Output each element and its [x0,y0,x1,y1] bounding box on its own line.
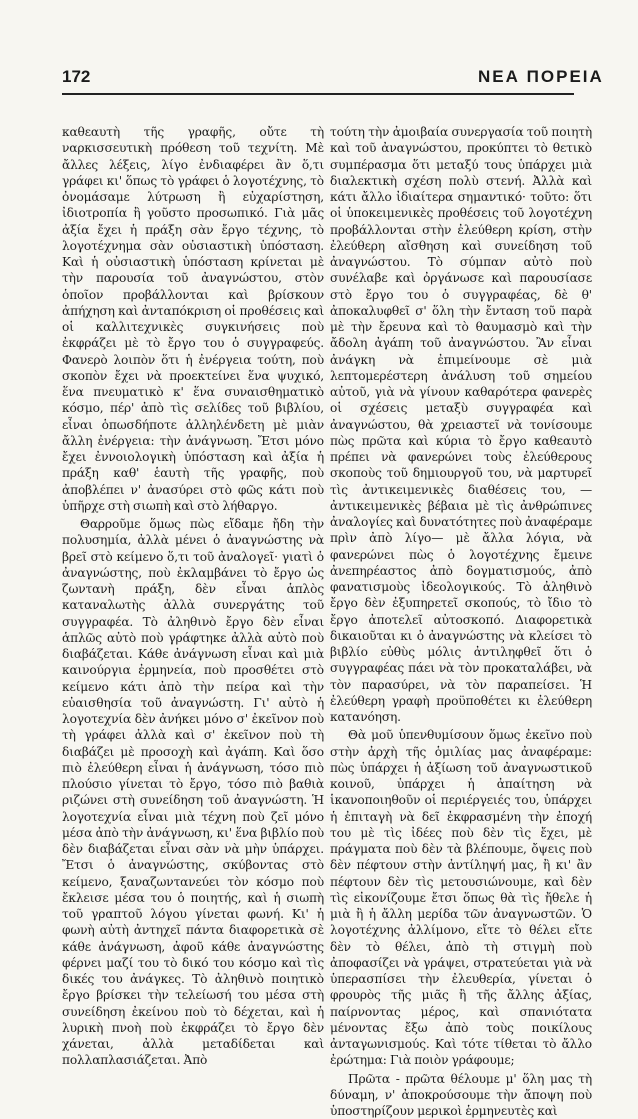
paragraph: Πρῶτα - πρῶτα θέλουμε μ' ὅλη μας τὴ δύναμη, ν' ἀποκρούσουμε τὴν ἄποψη ποὺ ὑποστηρίζουν μερικοὶ ἑρμηνευτὲς καὶ [330,1071,592,1119]
right-column [330,124,592,1119]
paragraph: Θαρροῦμε ὅμως πὼς εἴδαμε ἤδη τὴν πολυσημία, ἀλλὰ μένει ὁ ἀναγνώστης νὰ βρεῖ στὸ κείμενο ὅ,τι τοῦ ἀναλογεῖ· γιατὶ ὁ ἀναγνώστης, ποὺ ἐκλαμβάνει τὸ ἔργο ὡς ζωντανὴ πράξη, δὲν εἶναι ἁπλὸς καταναλωτὴς ἀλλὰ συνεργάτης τοῦ συγγραφέα. Τὸ ἀληθινὸ ἔργο δὲν εἶναι ἁπλῶς αὐτὸ ποὺ γράφτηκε ἀλλὰ αὐτὸ ποὺ διαβάζεται. Κάθε ἀνάγνωση εἶναι καὶ μιὰ καινούργια ἐρμηνεία, ποὺ προσθέτει στὸ κείμενο κάτι ἀπὸ τὴν πείρα καὶ τὴν εὐαισθησία τοῦ ἀναγνώστη. Γι' αὐτὸ ἡ λογοτεχνία δὲν ἀνήκει μόνο σ' ἐκεῖνον ποὺ τὴ γράφει ἀλλὰ καὶ σ' ἐκεῖνον ποὺ τὴ διαβάζει μὲ προσοχὴ καὶ ἀγάπη. Καὶ ὅσο πιὸ ἐλεύθερη εἶναι ἡ ἀνάγνωση, τόσο πιὸ πλούσιο γίνεται τὸ ἔργο, τόσο πιὸ βαθιὰ ριζώνει στὴ συνείδηση τοῦ ἀναγνώστη. Ἡ λογοτεχνία εἶναι μιὰ τέχνη ποὺ ζεῖ μόνο μέσα ἀπὸ τὴν ἀνάγνωση, κι' ἕνα βιβλίο ποὺ δὲν διαβάζεται εἶναι σὰν νὰ μὴν ὑπάρχει. Ἔτσι ὁ ἀναγνώστης, σκύβοντας στὸ κείμενο, ξαναζωντανεύει τὸν κόσμο ποὺ ἔκλεισε μέσα του ὁ ποιητής, καὶ ἡ σιωπὴ τοῦ γραπτοῦ λόγου γίνεται φωνή. Κι' ἡ φωνὴ αὐτὴ ἀντηχεῖ πάντα διαφορετικὰ σὲ κάθε ἀνάγνωση, ἀφοῦ κάθε ἀναγνώστης φέρνει μαζί του τὸ δικό του κόσμο καὶ τὶς δικές του ἀνάγκες. Τὸ ἀληθινὸ ποιητικὸ ἔργο βρίσκει τὴν τελείωσή του μέσα στὴ συνείδηση ἐκείνου ποὺ τὸ δέχεται, καὶ ἡ λυρικὴ πνοὴ ποὺ ἐκφράζει τὸ ἔργο δὲν χάνεται, ἀλλὰ μεταδίδεται καὶ πολλαπλασιάζεται. Ἀπὸ [62,516,324,1069]
left-column [62,124,324,1069]
page-number: 172 [62,67,90,87]
journal-title: ΝΕΑ ΠΟΡΕΙΑ [478,67,604,87]
paragraph: καθεαυτὴ τῆς γραφῆς, οὔτε τὴ ναρκισσευτικὴ πρόθεση τοῦ τεχνίτη. Μὲ ἄλλες λέξεις, λίγο ἐνδιαφέρει ἂν ὅ,τι γράφει κι' ὅπως τὸ γράφει ὁ λογοτέχνης, τὸ ὀνομάσαμε λύτρωση ἢ εὐχαρίστηση, ἰδιοτροπία ἢ γοῦστο προσωπικό. Γιὰ μᾶς ἀξία ἔχει ἡ πράξη σὰν ἔργο τέχνης, τὸ λογοτέχνημα σὰν οὐσιαστικὴ ὑπόσταση. Καὶ ἡ οὐσιαστικὴ ὑπόσταση κρίνεται μὲ τὴν παρουσία τοῦ ἀναγνώστου, στὸν ὁποῖον προβάλλονται καὶ βρίσκουν ἀπήχηση καὶ ἀνταπόκριση οἱ προθέσεις καὶ οἱ καλλιτεχνικὲς συγκινήσεις ποὺ ἐκφράζει μὲ τὸ ἔργο του ὁ συγγραφεύς. Φανερὸ λοιπὸν ὅτι ἡ ἐνέργεια τούτη, ποὺ σκοπὸν ἔχει νὰ προεκτείνει ἕνα ψυχικό, ἕνα πνευματικὸ κ' ἕνα συναισθηματικὸ κόσμο, πέρ' ἀπὸ τὶς σελίδες τοῦ βιβλίου, εἶναι ὁπωσδήποτε ἀλληλένδετη μὲ μιὰν ἄλλη ἐνέργεια: τὴν ἀνάγνωση. Ἔτσι μόνο ἔχει ἐννοιολογικὴ ὑπόσταση καὶ ἀξία ἡ πράξη καθ' ἑαυτὴ τῆς γραφῆς, ποὺ ἀποβλέπει ν' ἀνασύρει στὸ φῶς κάτι ποὺ ὑπῆρχε στὴ σιωπὴ καὶ στὸ λήθαργο. [62,124,324,514]
header-rule [62,93,574,95]
paragraph: Θὰ μοῦ ὑπενθυμίσουν ὅμως ἐκεῖνο ποὺ στὴν ἀρχὴ τῆς ὁμιλίας μας ἀναφέραμε: πὼς ὑπάρχει ἡ ἀξίωση τοῦ ἀναγνωστικοῦ κοινοῦ, ὑπάρχει ἡ ἀπαίτηση νὰ ἱκανοποιηθοῦν οἱ περιέργειές του, ὑπάρχει ἡ ἐπιταγὴ νὰ δεῖ ἐκφρασμένη τὴν ἐποχή του μὲ τὶς ἰδέες ποὺ δὲν τὶς ἔχει, μὲ πράγματα ποὺ δὲν τὰ βλέπουμε, ὄψεις ποὺ δὲν πέφτουν στὴν ἀντίληψή μας, ἢ κι' ἂν πέφτουν δὲν τὶς μετουσιώνουμε, καὶ δὲν τὶς εἰκονίζουμε ἔτσι ὅπως θὰ τὶς ἤθελε ἡ μιὰ ἢ ἡ ἄλλη μερίδα τῶν ἀναγνωστῶν. Ὁ λογοτέχνης ἀλλίμονο, εἴτε τὸ θέλει εἴτε δὲν τὸ θέλει, ἀπὸ τὴ στιγμὴ ποὺ ἀποφασίζει νὰ γράψει, στρατεύεται γιὰ νὰ ὑπερασπίσει τὴν ἐλευθερία, γίνεται ὁ φρουρὸς τῆς μιᾶς ἢ τῆς ἄλλης ἀξίας, παίρνοντας μέρος, καὶ σπανιότατα μένοντας ἔξω ἀπὸ τοὺς ποικίλους ἀνταγωνισμούς. Καὶ τότε τίθεται τὸ ἄλλο ἐρώτημα: Γιὰ ποιὸν γράφουμε; [330,727,592,1068]
paragraph: τούτη τὴν ἀμοιβαία συνεργασία τοῦ ποιητὴ καὶ τοῦ ἀναγνώστου, προκύπτει τὸ θετικὸ συμπέρασμα ὅτι μεταξύ τους ὑπάρχει μιὰ διαλεκτικὴ σχέση πολὺ στενή. Ἀλλὰ καὶ κάτι ἄλλο ἰδιαίτερα σημαντικό· τοῦτο: ὅτι οἱ ὑποκειμενικὲς προθέσεις τοῦ λογοτέχνη προβάλλονται στὴν ἐλεύθερη κρίση, στὴν ἐλεύθερη αἴσθηση καὶ συνείδηση τοῦ ἀναγνώστου. Τὸ σύμπαν αὐτὸ ποὺ συνέλαβε καὶ ὀργάνωσε καὶ παρουσίασε στὸ ἔργο του ὁ συγγραφέας, δὲ θ' ἀποκαλυφθεῖ σ' ὅλη τὴν ἔνταση τοῦ παρὰ μὲ τὴν ἔρευνα καὶ τὸ θαυμασμὸ καὶ τὴν ἄδολη ἀγάπη τοῦ ἀναγνώστου. Ἂν εἶναι ἀνάγκη νὰ ἐπιμείνουμε σὲ μιὰ λεπτομερέστερη ἀνάλυση τοῦ σημείου αὐτοῦ, γιὰ νὰ γίνουν καθαρότερα φανερὲς οἱ σχέσεις μεταξὺ συγγραφέα καὶ ἀναγνώστου, θὰ χρειαστεῖ νὰ τονίσουμε πὼς πρῶτα καὶ κύρια τὸ ἔργο καθεαυτὸ πρέπει νὰ φανερώνει τοὺς ἐλεύθερους σκοποὺς τοῦ δημιουργοῦ του, νὰ μαρτυρεῖ τὶς ἀντικειμενικὲς διαθέσεις του, —ἀντικειμενικὲς βέβαια μὲ τὶς ἀνθρώπινες ἀναλογίες καὶ δυνατότητες ποὺ ἀναφέραμε πρὶν ἀπὸ λίγο— μὲ ἄλλα λόγια, νὰ φανερώνει πὼς ὁ λογοτέχνης ἔμεινε ἀνεπηρέαστος ἀπὸ δογματισμούς, ἀπὸ φανατισμοὺς ἰδεολογικούς. Τὸ ἀληθινὸ ἔργο δὲν ἐξυπηρετεῖ σκοπούς, τὸ ἴδιο τὸ ἔργο ἀποτελεῖ αὐτοσκοπό. Διαφορετικὰ δικαιοῦται κι ὁ ἀναγνώστης νὰ κλείσει τὸ βιβλίο εὐθὺς μόλις ἀντιληφθεῖ ὅτι ὁ συγγραφέας πάει νὰ τὸν προκαταλάβει, νὰ τὸν παρασύρει, νὰ τὸν παραπείσει. Ἡ ἐλεύθερη γραφὴ προϋποθέτει κι ἐλεύθερη κατανόηση. [330,124,592,725]
